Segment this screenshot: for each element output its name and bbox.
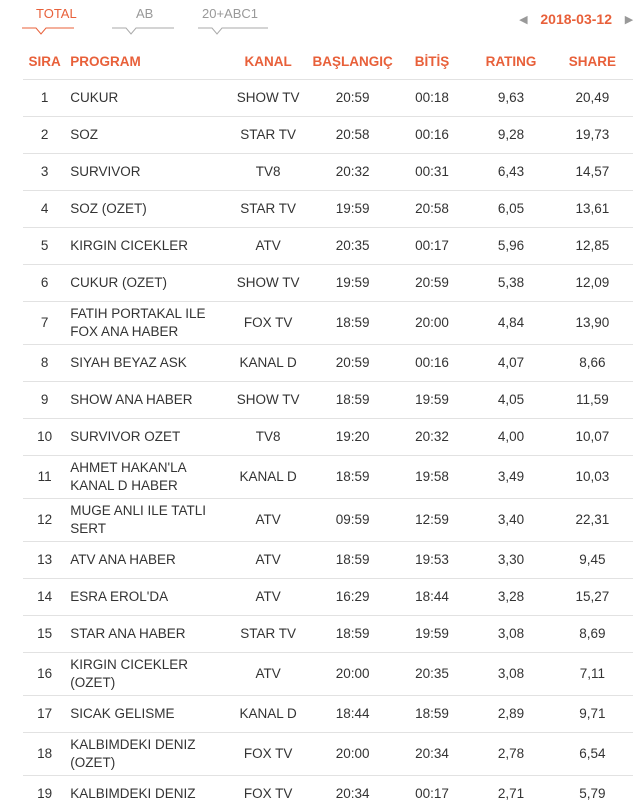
cell-baslangic: 19:59	[312, 264, 394, 301]
cell-rating: 2,89	[470, 695, 551, 732]
cell-rating: 3,08	[470, 615, 551, 652]
cell-share: 11,59	[552, 381, 633, 418]
cell-bitis: 20:00	[394, 301, 471, 344]
cell-program: CUKUR (OZET)	[66, 264, 225, 301]
cell-program: SIYAH BEYAZ ASK	[66, 344, 225, 381]
cell-share: 19,73	[552, 116, 633, 153]
cell-bitis: 18:44	[394, 578, 471, 615]
tab-label: AB	[136, 6, 154, 21]
cell-sira: 10	[23, 418, 66, 455]
tab-label: 20+ABC1	[202, 6, 259, 21]
cell-rating: 4,05	[470, 381, 551, 418]
current-date: 2018-03-12	[540, 11, 612, 27]
cell-kanal: KANAL D	[225, 344, 312, 381]
cell-baslangic: 20:34	[312, 775, 394, 812]
header-baslangic[interactable]: BAŞLANGIÇ	[312, 53, 393, 69]
cell-baslangic: 20:58	[312, 116, 394, 153]
cell-sira: 3	[23, 153, 66, 190]
cell-baslangic: 19:59	[312, 190, 394, 227]
cell-kanal: ATV	[225, 498, 312, 541]
cell-sira: 5	[23, 227, 66, 264]
cell-kanal: FOX TV	[225, 301, 312, 344]
table-row	[23, 190, 633, 227]
cell-baslangic: 20:59	[312, 344, 394, 381]
table-row	[23, 652, 633, 695]
cell-baslangic: 18:44	[312, 695, 394, 732]
tab-20-abc1[interactable]	[202, 6, 258, 21]
cell-bitis: 19:58	[394, 455, 471, 498]
cell-rating: 4,07	[470, 344, 551, 381]
cell-kanal: STAR TV	[225, 615, 312, 652]
cell-rating: 9,63	[470, 79, 551, 116]
chevron-right-icon[interactable]: ▶	[624, 13, 634, 26]
cell-rating: 3,08	[470, 652, 551, 695]
cell-bitis: 19:53	[394, 541, 471, 578]
cell-share: 8,66	[552, 344, 633, 381]
header-rating[interactable]: RATING	[485, 53, 537, 69]
cell-baslangic: 19:20	[312, 418, 394, 455]
cell-rating: 3,49	[470, 455, 551, 498]
cell-baslangic: 20:35	[312, 227, 394, 264]
cell-program: SICAK GELISME	[66, 695, 225, 732]
cell-program: SOZ	[66, 116, 225, 153]
table-row	[23, 695, 633, 732]
cell-kanal: STAR TV	[225, 190, 312, 227]
cell-share: 8,69	[552, 615, 633, 652]
tab-bar	[0, 0, 644, 40]
cell-kanal: KANAL D	[225, 455, 312, 498]
date-navigator	[516, 11, 636, 27]
cell-bitis: 19:59	[394, 615, 471, 652]
table-row	[23, 381, 633, 418]
cell-kanal: ATV	[225, 541, 312, 578]
cell-rating: 3,30	[470, 541, 551, 578]
cell-bitis: 20:58	[394, 190, 471, 227]
cell-sira: 19	[23, 775, 66, 812]
cell-sira: 2	[23, 116, 66, 153]
cell-program: SHOW ANA HABER	[66, 381, 225, 418]
cell-bitis: 12:59	[394, 498, 471, 541]
cell-baslangic: 20:32	[312, 153, 394, 190]
cell-bitis: 00:31	[394, 153, 471, 190]
cell-program: SOZ (OZET)	[66, 190, 225, 227]
cell-share: 5,79	[552, 775, 633, 812]
tab-underline-icon	[22, 24, 74, 36]
cell-rating: 3,40	[470, 498, 551, 541]
cell-kanal: STAR TV	[225, 116, 312, 153]
cell-sira: 8	[23, 344, 66, 381]
cell-share: 22,31	[552, 498, 633, 541]
cell-share: 13,90	[552, 301, 633, 344]
cell-share: 12,09	[552, 264, 633, 301]
cell-share: 15,27	[552, 578, 633, 615]
cell-sira: 17	[23, 695, 66, 732]
cell-sira: 1	[23, 79, 66, 116]
cell-kanal: TV8	[225, 418, 312, 455]
cell-rating: 5,96	[470, 227, 551, 264]
table-row	[23, 578, 633, 615]
cell-bitis: 00:18	[394, 79, 471, 116]
table-header-row	[23, 43, 633, 79]
tab-underline-icon	[112, 24, 174, 36]
cell-baslangic: 18:59	[312, 615, 394, 652]
cell-baslangic: 18:59	[312, 381, 394, 418]
cell-rating: 6,43	[470, 153, 551, 190]
cell-kanal: ATV	[225, 578, 312, 615]
header-program[interactable]: PROGRAM	[70, 53, 141, 69]
header-bitis[interactable]: BİTİŞ	[414, 53, 450, 69]
table-row	[23, 418, 633, 455]
cell-program: AHMET HAKAN'LA KANAL D HABER	[66, 455, 225, 498]
cell-share: 9,71	[552, 695, 633, 732]
cell-kanal: TV8	[225, 153, 312, 190]
tab-label: TOTAL	[36, 6, 77, 21]
cell-share: 10,07	[552, 418, 633, 455]
cell-baslangic: 18:59	[312, 301, 394, 344]
cell-baslangic: 09:59	[312, 498, 394, 541]
header-share[interactable]: SHARE	[568, 53, 616, 69]
tab-underline-icon	[198, 24, 268, 36]
cell-baslangic: 18:59	[312, 541, 394, 578]
cell-program: KALBIMDEKI DENIZ (OZET)	[66, 732, 225, 775]
cell-kanal: SHOW TV	[225, 264, 312, 301]
ratings-table	[23, 43, 633, 812]
cell-program: SURVIVOR OZET	[66, 418, 225, 455]
cell-bitis: 00:17	[394, 775, 471, 812]
cell-sira: 16	[23, 652, 66, 695]
cell-program: MUGE ANLI ILE TATLI SERT	[66, 498, 225, 541]
cell-sira: 11	[23, 455, 66, 498]
cell-rating: 2,78	[470, 732, 551, 775]
cell-bitis: 20:32	[394, 418, 471, 455]
cell-rating: 2,71	[470, 775, 551, 812]
cell-share: 14,57	[552, 153, 633, 190]
cell-bitis: 19:59	[394, 381, 471, 418]
cell-kanal: KANAL D	[225, 695, 312, 732]
table-row	[23, 455, 633, 498]
cell-baslangic: 20:59	[312, 79, 394, 116]
cell-kanal: ATV	[225, 227, 312, 264]
cell-program: SURVIVOR	[66, 153, 225, 190]
cell-sira: 4	[23, 190, 66, 227]
tab-ab[interactable]	[136, 6, 153, 21]
table-row	[23, 264, 633, 301]
cell-share: 6,54	[552, 732, 633, 775]
cell-bitis: 00:17	[394, 227, 471, 264]
cell-program: KIRGIN CICEKLER (OZET)	[66, 652, 225, 695]
chevron-left-icon[interactable]: ◀	[519, 13, 528, 26]
cell-sira: 7	[23, 301, 66, 344]
cell-share: 20,49	[552, 79, 633, 116]
table-row	[23, 116, 633, 153]
cell-program: FATIH PORTAKAL ILE FOX ANA HABER	[66, 301, 225, 344]
cell-bitis: 20:35	[394, 652, 471, 695]
table-row	[23, 498, 633, 541]
tab-total[interactable]	[36, 6, 77, 21]
cell-rating: 5,38	[470, 264, 551, 301]
cell-rating: 4,00	[470, 418, 551, 455]
table-row	[23, 153, 633, 190]
cell-share: 13,61	[552, 190, 633, 227]
cell-program: ESRA EROL'DA	[66, 578, 225, 615]
cell-rating: 4,84	[470, 301, 551, 344]
cell-baslangic: 20:00	[312, 732, 394, 775]
cell-sira: 14	[23, 578, 66, 615]
cell-share: 10,03	[552, 455, 633, 498]
cell-program: KALBIMDEKI DENIZ	[66, 775, 225, 812]
cell-kanal: ATV	[225, 652, 312, 695]
cell-sira: 18	[23, 732, 66, 775]
cell-share: 9,45	[552, 541, 633, 578]
table-row	[23, 79, 633, 116]
cell-sira: 9	[23, 381, 66, 418]
cell-bitis: 00:16	[394, 344, 471, 381]
table-row	[23, 227, 633, 264]
cell-rating: 9,28	[470, 116, 551, 153]
header-kanal[interactable]: KANAL	[244, 53, 292, 69]
cell-kanal: SHOW TV	[225, 79, 312, 116]
table-row	[23, 775, 633, 812]
table-row	[23, 615, 633, 652]
table-row	[23, 301, 633, 344]
cell-bitis: 20:59	[394, 264, 471, 301]
header-sira[interactable]: SIRA	[28, 53, 61, 69]
cell-sira: 15	[23, 615, 66, 652]
cell-program: KIRGIN CICEKLER	[66, 227, 225, 264]
cell-program: CUKUR	[66, 79, 225, 116]
cell-rating: 3,28	[470, 578, 551, 615]
cell-kanal: FOX TV	[225, 732, 312, 775]
cell-share: 7,11	[552, 652, 633, 695]
cell-bitis: 00:16	[394, 116, 471, 153]
cell-kanal: SHOW TV	[225, 381, 312, 418]
cell-bitis: 18:59	[394, 695, 471, 732]
cell-baslangic: 20:00	[312, 652, 394, 695]
table-row	[23, 344, 633, 381]
table-row	[23, 732, 633, 775]
cell-baslangic: 18:59	[312, 455, 394, 498]
cell-program: STAR ANA HABER	[66, 615, 225, 652]
cell-sira: 13	[23, 541, 66, 578]
cell-sira: 6	[23, 264, 66, 301]
cell-rating: 6,05	[470, 190, 551, 227]
table-body	[23, 79, 633, 812]
table-row	[23, 541, 633, 578]
cell-share: 12,85	[552, 227, 633, 264]
cell-kanal: FOX TV	[225, 775, 312, 812]
cell-bitis: 20:34	[394, 732, 471, 775]
cell-sira: 12	[23, 498, 66, 541]
cell-program: ATV ANA HABER	[66, 541, 225, 578]
cell-baslangic: 16:29	[312, 578, 394, 615]
